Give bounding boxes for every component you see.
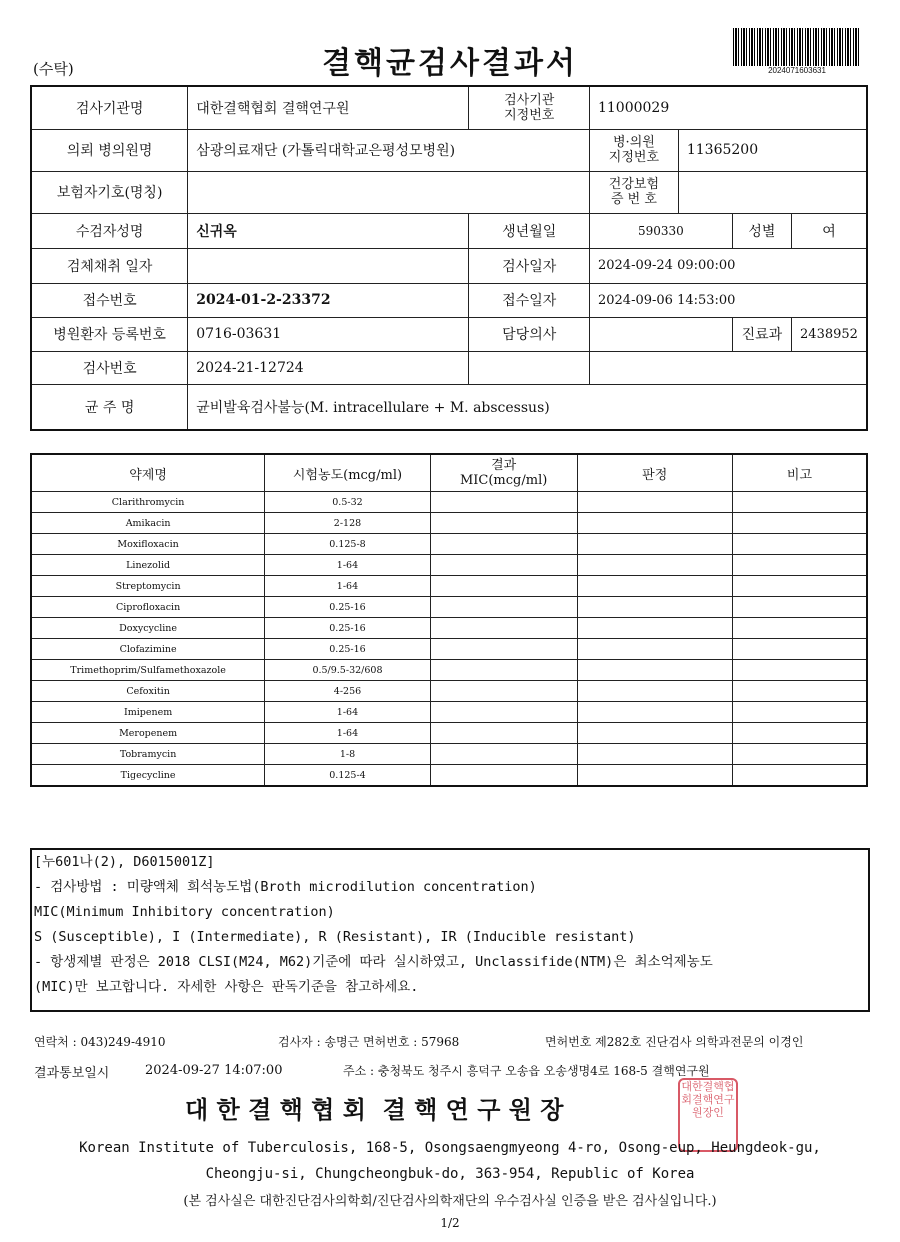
notes-box bbox=[30, 848, 870, 1012]
note-line: - 검사방법 : 미량액체 희석농도법(Broth microdilution concentration) bbox=[34, 879, 537, 895]
contact: 연락처 : 043)249-4910 bbox=[34, 1035, 166, 1049]
interpretation bbox=[577, 597, 732, 618]
remarks bbox=[732, 534, 867, 555]
note-line: (MIC)만 보고합니다. 자세한 사항은 판독기준을 참고하세요. bbox=[34, 979, 419, 995]
page-number: 1/2 bbox=[440, 1216, 460, 1230]
mic-result bbox=[430, 639, 577, 660]
mic-result bbox=[430, 744, 577, 765]
drug-row bbox=[31, 576, 867, 597]
consignment-tag: (수탁) bbox=[33, 60, 74, 78]
hospital-code: 11365200 bbox=[678, 129, 867, 171]
mic-result bbox=[430, 555, 577, 576]
specialist-license: 면허번호 제282호 진단검사 의학과전문의 이경인 bbox=[545, 1035, 804, 1049]
note-line: MIC(Minimum Inhibitory concentration) bbox=[34, 904, 335, 920]
mic-result bbox=[430, 534, 577, 555]
column-header: 결과 MIC(mcg/ml) bbox=[430, 454, 577, 492]
mic-result bbox=[430, 597, 577, 618]
interpretation bbox=[577, 534, 732, 555]
note-line: - 항생제별 판정은 2018 CLSI(M24, M62)기준에 따라 실시하였고, Unclassifide(NTM)은 최소억제농도 bbox=[34, 954, 713, 970]
remarks bbox=[732, 723, 867, 744]
hospital-name: 삼광의료재단 (가톨릭대학교은평성모병원) bbox=[188, 129, 590, 171]
interpretation bbox=[577, 702, 732, 723]
drug-name: Cefoxitin bbox=[31, 681, 265, 702]
drug-name: Imipenem bbox=[31, 702, 265, 723]
remarks bbox=[732, 744, 867, 765]
drug-name: Ciprofloxacin bbox=[31, 597, 265, 618]
drug-row bbox=[31, 723, 867, 744]
remarks bbox=[732, 513, 867, 534]
mic-result bbox=[430, 702, 577, 723]
test-concentration: 1-64 bbox=[265, 576, 431, 597]
receipt-date: 2024-09-06 14:53:00 bbox=[589, 283, 867, 317]
interpretation bbox=[577, 723, 732, 744]
test-concentration: 0.25-16 bbox=[265, 639, 431, 660]
remarks bbox=[732, 597, 867, 618]
drug-row bbox=[31, 555, 867, 576]
certification-note: (본 검사실은 대한진단검사의학회/진단검사의학재단의 우수검사실 인증을 받은 검사실입니다.) bbox=[183, 1194, 717, 1209]
mic-result bbox=[430, 660, 577, 681]
label: 건강보험 증 번 호 bbox=[589, 171, 678, 213]
label: 검체채취 일자 bbox=[31, 248, 188, 283]
birth-date: 590330 bbox=[589, 213, 732, 248]
label: 검사번호 bbox=[31, 351, 188, 384]
remarks bbox=[732, 702, 867, 723]
drug-name: Clofazimine bbox=[31, 639, 265, 660]
test-date: 2024-09-24 09:00:00 bbox=[589, 248, 867, 283]
remarks bbox=[732, 639, 867, 660]
receipt-number: 2024-01-2-23372 bbox=[188, 283, 469, 317]
interpretation bbox=[577, 492, 732, 513]
test-concentration: 0.125-4 bbox=[265, 765, 431, 787]
interpretation bbox=[577, 660, 732, 681]
report-label: 결과통보일시 bbox=[34, 1066, 110, 1081]
label: 균 주 명 bbox=[31, 384, 188, 430]
interpretation bbox=[577, 555, 732, 576]
drug-name: Amikacin bbox=[31, 513, 265, 534]
label: 검사일자 bbox=[469, 248, 590, 283]
remarks bbox=[732, 492, 867, 513]
drug-name: Tobramycin bbox=[31, 744, 265, 765]
document-title: 결핵균검사결과서 bbox=[322, 46, 578, 81]
test-concentration: 1-64 bbox=[265, 555, 431, 576]
english-address-line1: Korean Institute of Tuberculosis, 168-5, Osongsaengmyeong 4-ro, Osong-eup, Heungdeok-gu, bbox=[79, 1140, 821, 1156]
mic-result bbox=[430, 765, 577, 787]
test-concentration: 0.5-32 bbox=[265, 492, 431, 513]
test-concentration: 1-8 bbox=[265, 744, 431, 765]
note-line: [누601나(2), D6015001Z] bbox=[34, 854, 215, 870]
label: 검사기관명 bbox=[31, 86, 188, 129]
drug-row bbox=[31, 618, 867, 639]
test-concentration: 0.125-8 bbox=[265, 534, 431, 555]
label: 의뢰 병의원명 bbox=[31, 129, 188, 171]
label: 수검자성명 bbox=[31, 213, 188, 248]
interpretation bbox=[577, 618, 732, 639]
doctor bbox=[589, 317, 732, 351]
label: 성별 bbox=[732, 213, 791, 248]
label: 생년월일 bbox=[469, 213, 590, 248]
test-number: 2024-21-12724 bbox=[188, 351, 469, 384]
label: 보험자기호(명칭) bbox=[31, 171, 188, 213]
health-insurance-no bbox=[678, 171, 867, 213]
patient-name: 신귀옥 bbox=[188, 213, 469, 248]
interpretation bbox=[577, 513, 732, 534]
label: 접수일자 bbox=[469, 283, 590, 317]
sex: 여 bbox=[792, 213, 867, 248]
info-table bbox=[30, 85, 868, 431]
mic-result bbox=[430, 618, 577, 639]
interpretation bbox=[577, 765, 732, 787]
test-concentration: 0.25-16 bbox=[265, 597, 431, 618]
interpretation bbox=[577, 744, 732, 765]
drug-row bbox=[31, 492, 867, 513]
barcode-number: 2024071603631 bbox=[768, 66, 826, 75]
note-line: S (Susceptible), I (Intermediate), R (Resistant), IR (Inducible resistant) bbox=[34, 929, 636, 945]
drug-row bbox=[31, 681, 867, 702]
drug-row bbox=[31, 744, 867, 765]
drug-name: Tigecycline bbox=[31, 765, 265, 787]
test-concentration: 2-128 bbox=[265, 513, 431, 534]
mic-result bbox=[430, 576, 577, 597]
drug-name: Meropenem bbox=[31, 723, 265, 744]
drug-name: Clarithromycin bbox=[31, 492, 265, 513]
interpretation bbox=[577, 639, 732, 660]
interpretation bbox=[577, 681, 732, 702]
drug-row bbox=[31, 765, 867, 787]
english-address-line2: Cheongju-si, Chungcheongbuk-do, 363-954, Republic of Korea bbox=[205, 1166, 695, 1182]
insurer bbox=[188, 171, 590, 213]
label: 병·의원 지정번호 bbox=[589, 129, 678, 171]
drug-row bbox=[31, 702, 867, 723]
column-header: 비고 bbox=[732, 454, 867, 492]
label: 검사기관 지정번호 bbox=[469, 86, 590, 129]
drug-row bbox=[31, 639, 867, 660]
drug-row bbox=[31, 534, 867, 555]
interpretation bbox=[577, 576, 732, 597]
organism-name: 균비발육검사불능(M. intracellulare + M. abscessus) bbox=[188, 384, 867, 430]
drug-name: Linezolid bbox=[31, 555, 265, 576]
drug-name: Doxycycline bbox=[31, 618, 265, 639]
drug-name: Streptomycin bbox=[31, 576, 265, 597]
remarks bbox=[732, 765, 867, 787]
mic-result bbox=[430, 723, 577, 744]
test-concentration: 1-64 bbox=[265, 702, 431, 723]
remarks bbox=[732, 555, 867, 576]
director-title: 대 한 결 핵 협 회 결 핵 연 구 원 장 bbox=[185, 1095, 564, 1124]
drug-name: Moxifloxacin bbox=[31, 534, 265, 555]
label: 병원환자 등록번호 bbox=[31, 317, 188, 351]
address: 주소 : 충청북도 청주시 흥덕구 오송읍 오송생명4로 168-5 결핵연구원 bbox=[343, 1064, 710, 1078]
tester: 검사자 : 송명근 면허번호 : 57968 bbox=[278, 1035, 460, 1049]
remarks bbox=[732, 576, 867, 597]
remarks bbox=[732, 681, 867, 702]
collection-date bbox=[188, 248, 469, 283]
remarks bbox=[732, 660, 867, 681]
column-header: 판정 bbox=[577, 454, 732, 492]
lab-code: 11000029 bbox=[589, 86, 867, 129]
mic-result bbox=[430, 681, 577, 702]
barcode bbox=[733, 28, 861, 66]
test-concentration: 4-256 bbox=[265, 681, 431, 702]
test-concentration: 1-64 bbox=[265, 723, 431, 744]
lab-name: 대한결핵협회 결핵연구원 bbox=[188, 86, 469, 129]
mic-result bbox=[430, 492, 577, 513]
label: 담당의사 bbox=[469, 317, 590, 351]
drug-table bbox=[30, 453, 868, 787]
remarks bbox=[732, 618, 867, 639]
mic-result bbox=[430, 513, 577, 534]
label: 접수번호 bbox=[31, 283, 188, 317]
column-header: 약제명 bbox=[31, 454, 265, 492]
drug-row bbox=[31, 660, 867, 681]
column-header: 시험농도(mcg/ml) bbox=[265, 454, 431, 492]
test-concentration: 0.25-16 bbox=[265, 618, 431, 639]
drug-row bbox=[31, 597, 867, 618]
test-concentration: 0.5/9.5-32/608 bbox=[265, 660, 431, 681]
drug-name: Trimethoprim/Sulfamethoxazole bbox=[31, 660, 265, 681]
department: 2438952 bbox=[792, 317, 867, 351]
label: 진료과 bbox=[732, 317, 791, 351]
report-date: 2024-09-27 14:07:00 bbox=[145, 1063, 283, 1078]
official-seal: 대한결핵협회결핵연구원장인 bbox=[678, 1078, 738, 1152]
drug-row bbox=[31, 513, 867, 534]
registration-number: 0716-03631 bbox=[188, 317, 469, 351]
